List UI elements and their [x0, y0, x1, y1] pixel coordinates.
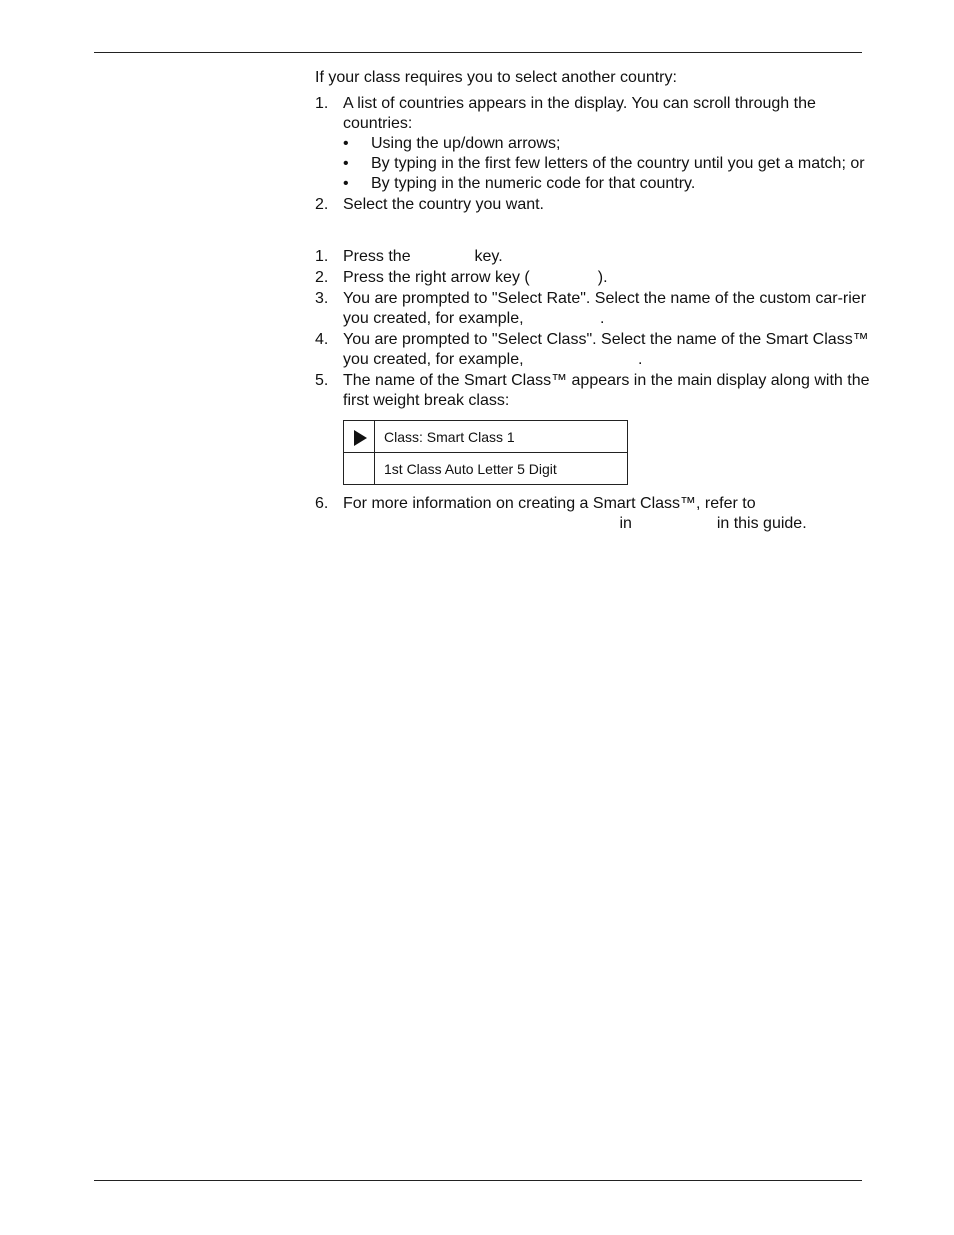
step-text-b: . [638, 351, 643, 368]
bullet-item [343, 154, 885, 174]
step-number: 2. [315, 269, 329, 286]
header-rule [94, 52, 862, 53]
intro-text: If your class requires you to select another country: [315, 69, 677, 86]
step-text-b: in [619, 515, 632, 532]
step-number: 1. [315, 248, 329, 265]
bullet-symbol: • [343, 155, 349, 172]
footer-rule [94, 1180, 862, 1181]
country-step-1 [315, 94, 885, 194]
country-step-2 [315, 195, 885, 215]
right-triangle-icon [354, 430, 367, 446]
selection-cell [344, 453, 375, 485]
display-row [344, 453, 628, 485]
step-5 [315, 371, 885, 485]
step-4 [315, 330, 885, 370]
step-text: Select the country you want. [343, 196, 544, 213]
step-text-b: ). [597, 269, 608, 286]
step-text-a: You are prompted to "Select Rate". Select the name of the custom car-rier you created, for example, [343, 290, 867, 327]
step-text: A list of countries appears in the display. You can scroll through the countries: [343, 95, 816, 132]
selection-cell [344, 421, 375, 453]
main-display-box [343, 420, 628, 485]
display-row-text: 1st Class Auto Letter 5 Digit [375, 453, 628, 485]
smart-class-steps [315, 247, 885, 534]
scroll-methods-list [343, 134, 885, 194]
page-content [315, 68, 885, 535]
country-steps [315, 94, 885, 215]
display-row-text: Class: Smart Class 1 [375, 421, 628, 453]
section-gap [315, 216, 885, 247]
step-number: 2. [315, 196, 329, 213]
step-text-a: The name of the Smart Class™ appears in the main display along with the first weight break class: [343, 372, 870, 409]
step-2 [315, 268, 885, 288]
step-number: 3. [315, 290, 329, 307]
step-text-a: Press the [343, 248, 411, 265]
step-text-a: Press the right arrow key ( [343, 269, 530, 286]
step-3 [315, 289, 885, 329]
display-row [344, 421, 628, 453]
step-1 [315, 247, 885, 267]
step-number: 1. [315, 95, 329, 112]
bullet-symbol: • [343, 175, 349, 192]
bullet-text: By typing in the numeric code for that country. [371, 175, 696, 192]
step-text-b: . [600, 310, 605, 327]
bullet-symbol: • [343, 135, 349, 152]
step-text-a: You are prompted to "Select Class". Select the name of the Smart Class™ you created, for example, [343, 331, 869, 368]
step-text-b: key. [474, 248, 503, 265]
bullet-item [343, 174, 885, 194]
bullet-text: Using the up/down arrows; [371, 135, 561, 152]
step-6 [315, 494, 885, 534]
step-number: 4. [315, 331, 329, 348]
bullet-text: By typing in the first few letters of the country until you get a match; or [371, 155, 865, 172]
step-number: 6. [315, 495, 329, 512]
step-number: 5. [315, 372, 329, 389]
step-text-c: in this guide. [716, 515, 807, 532]
step-text-a: For more information on creating a Smart Class™, refer to [343, 495, 756, 512]
bullet-item [343, 134, 885, 154]
